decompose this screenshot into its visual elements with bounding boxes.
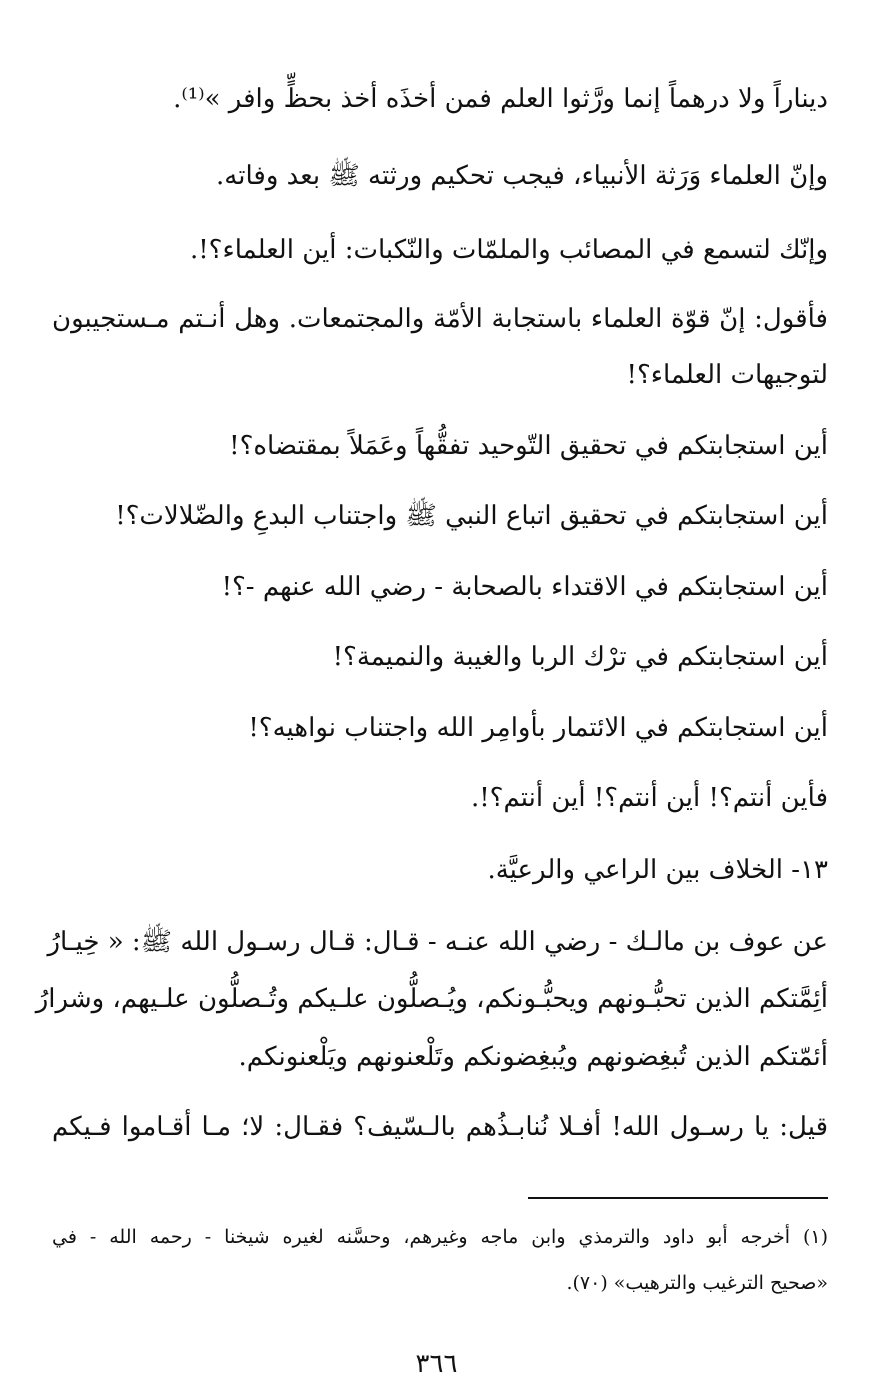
text-line-14: أئِمَّتكم الذين تحبُّـونهم ويحبُّـونكم، ويُـصلُّون علـيكم وتُـصلُّون علـيهم، وشرارُ	[35, 984, 828, 1014]
text-line-15: أئمّتكم الذين تُبغِضونهم ويُبغِضونكم وتَلْعنونهم ويَلْعنونكم.	[238, 1042, 828, 1072]
footnote-divider	[528, 1197, 828, 1199]
text-line-2: وإنّ العلماء وَرَثة الأنبياء، فيجب تحكيم ورثته ﷺ بعد وفاته.	[216, 161, 828, 191]
section-heading: ١٣- الخلاف بين الراعي والرعيَّة.	[487, 855, 828, 885]
text-line-6: أين استجابتكم في تحقيق التّوحيد تفقُّهاً وعَمَلاً بمقتضاه؟!	[229, 431, 828, 461]
text-line-7: أين استجابتكم في تحقيق اتباع النبي ﷺ واجتناب البدعِ والضّلالات؟!	[115, 501, 828, 531]
text-line-3: وإنّك لتسمع في المصائب والملمّات والنّكبات: أين العلماء؟!.	[189, 235, 828, 265]
text-line-4: فأقول: إنّ قوّة العلماء باستجابة الأمّة والمجتمعات. وهل أنـتم مـستجيبون	[52, 304, 828, 334]
text-line-10: أين استجابتكم في الائتمار بأوامِر الله واجتناب نواهيه؟!	[248, 713, 828, 743]
text-line-9: أين استجابتكم في ترْك الربا والغيبة والنميمة؟!	[332, 642, 828, 672]
text-line-13: عن عوف بن مالـك - رضي الله عنـه - قـال: قـال رسـول الله ﷺ: « خِيـارُ	[47, 927, 828, 957]
text-line-11: فأين أنتم؟! أين أنتم؟! أين أنتم؟!.	[470, 783, 828, 813]
text-line-16: قيل: يا رسـول الله! أفـلا نُنابـذُهم بالـسّيف؟ فقـال: لا؛ مـا أقـاموا فـيكم	[52, 1112, 829, 1142]
page-number: ٣٦٦	[415, 1349, 458, 1379]
footnote-line-2: «صحيح الترغيب والترهيب» (٧٠).	[566, 1272, 828, 1294]
text-line-8: أين استجابتكم في الاقتداء بالصحابة - رضي الله عنهم -؟!	[221, 572, 828, 602]
text-line-5: لتوجيهات العلماء؟!	[626, 360, 828, 390]
footnote-line-1: (١) أخرجه أبو داود والترمذي وابن ماجه وغيرهم، وحسَّنه لغيره شيخنا - رحمه الله - في	[52, 1226, 828, 1248]
text-line-1: ديناراً ولا درهماً إنما ورَّثوا العلم فمن أخذَه أخذ بحظٍّ وافر »⁽¹⁾.	[173, 84, 828, 114]
